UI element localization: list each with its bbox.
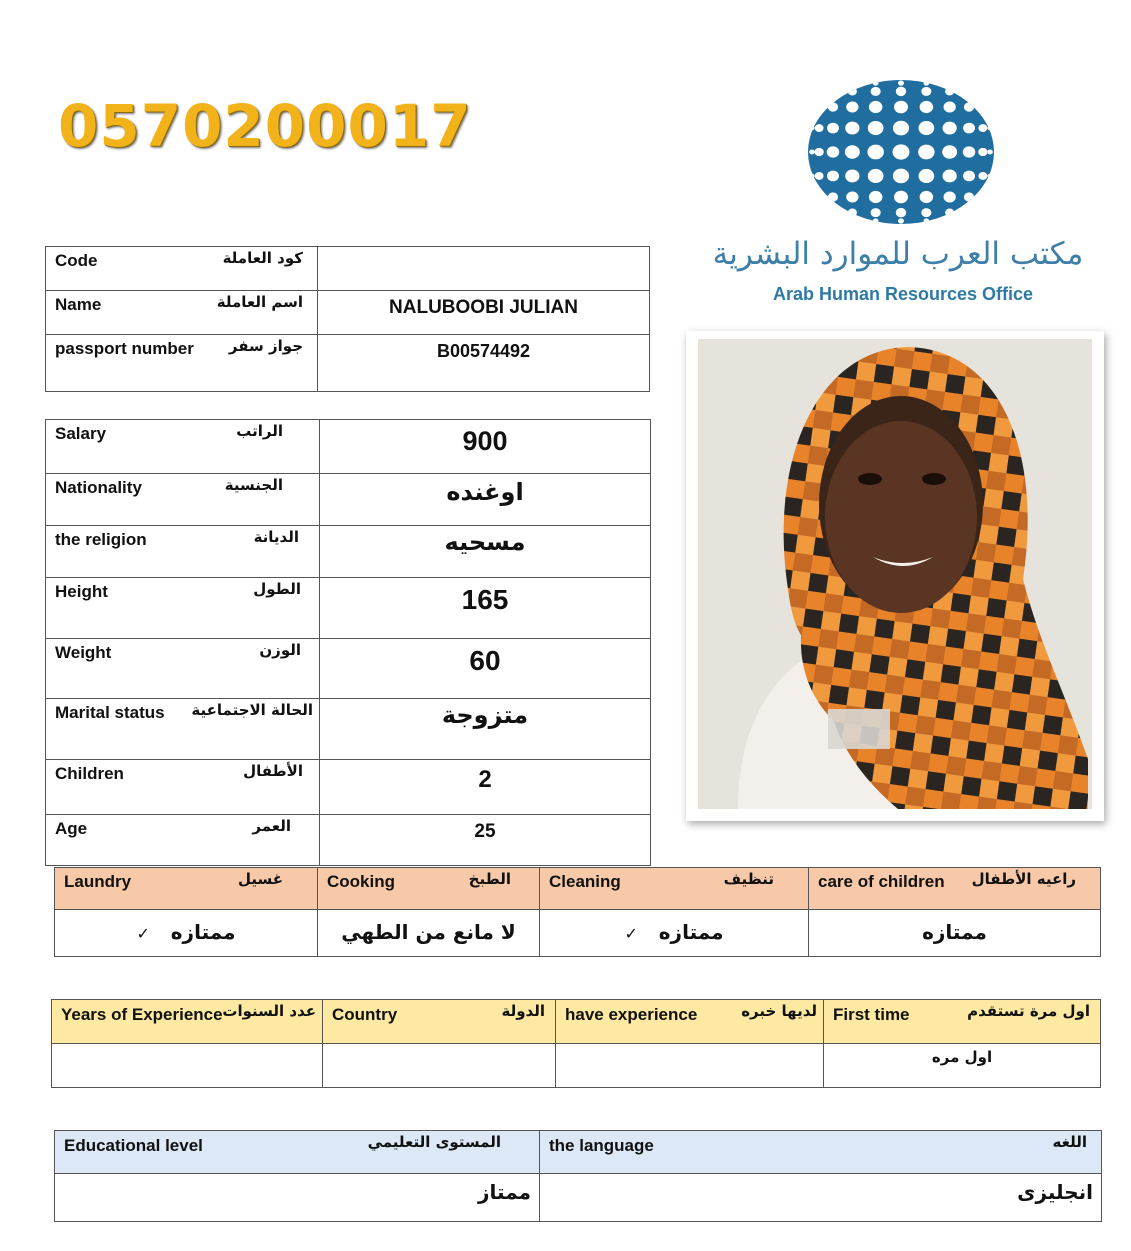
globe-dot: [963, 146, 975, 157]
cooking-value: لا مانع من الطهي: [318, 910, 540, 957]
globe-dot: [829, 88, 837, 95]
cooking-header: Cooking: [327, 872, 395, 891]
table-row: [52, 1044, 1101, 1088]
globe-dot: [921, 87, 931, 96]
globe-dot: [894, 101, 908, 114]
cleaning-value: ممتازه: [658, 920, 724, 944]
marital-label: Marital status: [55, 703, 165, 722]
globe-dot: [923, 80, 929, 85]
details-table: [45, 419, 651, 866]
children-label-ar: الأطفال: [243, 762, 303, 780]
globe-dot: [830, 81, 835, 86]
globe-dot: [988, 89, 993, 94]
globe-dot: [987, 150, 992, 155]
language-header: the language: [549, 1136, 654, 1155]
globe-dot: [920, 101, 934, 113]
globe-dot: [809, 89, 814, 94]
weight-label: Weight: [55, 643, 112, 662]
education-table: [54, 1130, 1102, 1222]
globe-dot: [947, 219, 952, 224]
have-experience-value: [556, 1044, 824, 1088]
table-row: [46, 699, 651, 760]
have-experience-header-ar: لديها خبره: [741, 1002, 817, 1020]
first-time-header: First time: [833, 1005, 910, 1024]
globe-dot: [896, 87, 906, 96]
language-header-ar: اللغه: [1052, 1133, 1087, 1151]
education-header-ar: المستوى التعليمي: [367, 1133, 501, 1151]
globe-dot: [830, 219, 835, 224]
globe-dot: [873, 218, 879, 223]
worker-photo: [698, 339, 1092, 809]
globe-logo-icon: [806, 80, 996, 230]
laundry-header-ar: غسيل: [237, 870, 283, 888]
name-value: NALUBOOBI JULIAN: [318, 291, 650, 335]
globe-dot: [846, 191, 858, 202]
globe-dot: [980, 89, 986, 94]
globe-dot: [918, 145, 934, 160]
globe-dot: [918, 121, 934, 135]
globe-dot: [894, 191, 908, 204]
globe-dot: [980, 81, 985, 86]
table-row: [46, 578, 651, 639]
globe-dot: [869, 101, 883, 113]
height-value: 165: [320, 578, 651, 639]
table-row: [52, 1000, 1101, 1044]
skills-table: [54, 867, 1101, 957]
cooking-header-ar: الطبخ: [468, 870, 511, 888]
globe-dot: [871, 208, 881, 217]
logo-arabic-name: مكتب العرب للموارد البشرية: [712, 236, 1084, 272]
table-row: [55, 1131, 1102, 1174]
table-row: [46, 420, 651, 474]
globe-dot: [815, 124, 824, 132]
globe-dot: [944, 191, 956, 202]
passport-label: passport number: [55, 339, 194, 358]
globe-dot: [979, 194, 987, 201]
globe-dot: [873, 80, 879, 85]
first-time-header-ar: اول مرة تستقدم: [967, 1002, 1090, 1020]
code-label-ar: كود العاملة: [222, 249, 303, 267]
weight-label-ar: الوزن: [259, 641, 301, 659]
globe-dot: [817, 219, 822, 224]
globe-dot: [893, 169, 909, 184]
globe-dot: [809, 150, 814, 155]
globe-dot: [920, 191, 934, 203]
children-label: Children: [55, 764, 124, 783]
globe-dot: [988, 210, 993, 215]
globe-dot: [893, 121, 909, 136]
code-label: Code: [55, 251, 98, 270]
passport-label-ar: جواز سفر: [228, 337, 303, 355]
globe-dot: [848, 208, 857, 216]
height-label-ar: الطول: [253, 580, 301, 598]
globe-dot: [987, 174, 992, 179]
religion-label: the religion: [55, 530, 147, 549]
globe-dot: [987, 126, 992, 131]
laundry-value: ممتازه: [170, 920, 236, 944]
globe-dot: [967, 219, 972, 224]
years-header-ar: عدد السنوات: [222, 1002, 316, 1020]
globe-dot: [816, 210, 822, 215]
globe-dot: [809, 105, 814, 110]
nationality-label-ar: الجنسية: [224, 476, 283, 494]
globe-dot: [978, 124, 987, 132]
globe-dot: [980, 219, 985, 224]
table-row: [46, 639, 651, 699]
weight-value: 60: [320, 639, 651, 699]
globe-dot: [829, 209, 837, 216]
globe-dot: [815, 172, 824, 180]
globe-dot: [815, 104, 823, 111]
identity-table: [45, 246, 650, 392]
height-label: Height: [55, 582, 108, 601]
globe-dot: [809, 174, 814, 179]
globe-dot: [988, 105, 993, 110]
globe-dot: [871, 87, 881, 96]
globe-dot: [816, 89, 822, 94]
country-header-ar: الدولة: [501, 1002, 545, 1020]
childcare-header-ar: راعيه الأطفال: [971, 870, 1076, 888]
table-row: [46, 335, 650, 392]
globe-dot: [963, 123, 975, 134]
globe-dot: [828, 102, 838, 111]
globe-dot: [923, 218, 929, 223]
globe-dot: [979, 104, 987, 111]
religion-value: مسحيه: [320, 526, 651, 578]
globe-dot: [850, 219, 855, 224]
globe-dot: [809, 195, 814, 200]
globe-dot: [868, 121, 884, 135]
table-row: [46, 815, 651, 866]
cleaning-header: Cleaning: [549, 872, 621, 891]
globe-dot: [809, 126, 814, 131]
globe-dot: [980, 210, 986, 215]
table-row: [46, 760, 651, 815]
childcare-header: care of children: [818, 872, 945, 891]
globe-dot: [827, 146, 839, 157]
nationality-label: Nationality: [55, 478, 142, 497]
globe-dot: [898, 218, 904, 223]
first-time-value: اول مره: [824, 1044, 1101, 1088]
globe-dot: [965, 209, 973, 216]
globe-dot: [967, 81, 972, 86]
globe-dot: [814, 148, 823, 156]
table-row: [55, 910, 1101, 957]
globe-dot: [945, 208, 954, 216]
globe-dot: [945, 87, 954, 95]
globe-dot: [964, 192, 974, 201]
age-label: Age: [55, 819, 88, 838]
globe-dot: [944, 101, 956, 112]
years-header: Years of Experience: [61, 1005, 223, 1024]
table-row: [46, 291, 650, 335]
logo-english-name: Arab Human Resources Office: [772, 284, 1034, 304]
globe-dot: [827, 123, 839, 134]
laundry-header: Laundry: [64, 872, 132, 891]
contact-phone: 0570200017: [58, 92, 472, 160]
salary-label-ar: الراتب: [236, 422, 283, 440]
globe-dot: [896, 208, 906, 217]
globe-dot: [817, 81, 822, 86]
country-header: Country: [332, 1005, 398, 1024]
globe-dot: [845, 145, 860, 158]
globe-dot: [850, 81, 855, 86]
worker-photo-frame: [686, 331, 1104, 821]
globe-dot: [845, 122, 859, 135]
globe-dot: [828, 192, 838, 201]
globe-dot: [943, 170, 957, 183]
marital-value: متزوجة: [320, 699, 651, 760]
religion-label-ar: الديانة: [253, 528, 299, 546]
education-value: ممتاز: [55, 1174, 540, 1222]
have-experience-header: have experience: [565, 1005, 698, 1024]
globe-dot: [867, 145, 883, 160]
cleaning-header-ar: تنظيف: [723, 870, 774, 888]
childcare-value: ممتازه: [809, 910, 1101, 957]
experience-table: [51, 999, 1101, 1088]
table-row: [46, 247, 650, 291]
globe-dot: [918, 169, 934, 183]
name-label: Name: [55, 295, 102, 314]
salary-value: 900: [320, 420, 651, 474]
globe-dot: [898, 80, 904, 85]
table-row: [55, 868, 1101, 910]
globe-dot: [978, 172, 987, 180]
globe-dot: [845, 170, 859, 183]
globe-dot: [963, 171, 975, 182]
nationality-value: اوغنده: [320, 474, 651, 526]
language-value: انجليزى: [540, 1174, 1102, 1222]
globe-dot: [893, 144, 910, 159]
globe-dot: [942, 145, 957, 158]
globe-dot: [964, 102, 974, 111]
code-value: [318, 247, 650, 291]
globe-dot: [978, 148, 987, 156]
table-row: [46, 474, 651, 526]
globe-dot: [868, 169, 884, 183]
globe-dot: [943, 122, 957, 135]
globe-dot: [827, 171, 839, 182]
marital-label-ar: الحالة الاجتماعية: [191, 701, 313, 719]
globe-dot: [846, 101, 858, 112]
globe-dot: [815, 194, 823, 201]
globe-dot: [809, 210, 814, 215]
globe-dot: [988, 195, 993, 200]
education-header: Educational level: [64, 1136, 203, 1155]
passport-value: B00574492: [318, 335, 650, 392]
salary-label: Salary: [55, 424, 107, 443]
table-row: [55, 1174, 1102, 1222]
globe-dot: [947, 81, 952, 86]
globe-dot: [869, 191, 883, 203]
globe-dot: [921, 208, 931, 217]
country-value: [323, 1044, 556, 1088]
worker-portrait-image: [698, 339, 1092, 809]
globe-dot: [848, 87, 857, 95]
name-label-ar: اسم العاملة: [216, 293, 303, 311]
table-row: [46, 526, 651, 578]
globe-dot: [965, 88, 973, 95]
age-value: 25: [320, 815, 651, 866]
years-value: [52, 1044, 323, 1088]
age-label-ar: العمر: [252, 817, 291, 835]
cleaning-check-icon: ✓: [624, 924, 638, 943]
laundry-check-icon: ✓: [136, 924, 150, 943]
children-value: 2: [320, 760, 651, 815]
